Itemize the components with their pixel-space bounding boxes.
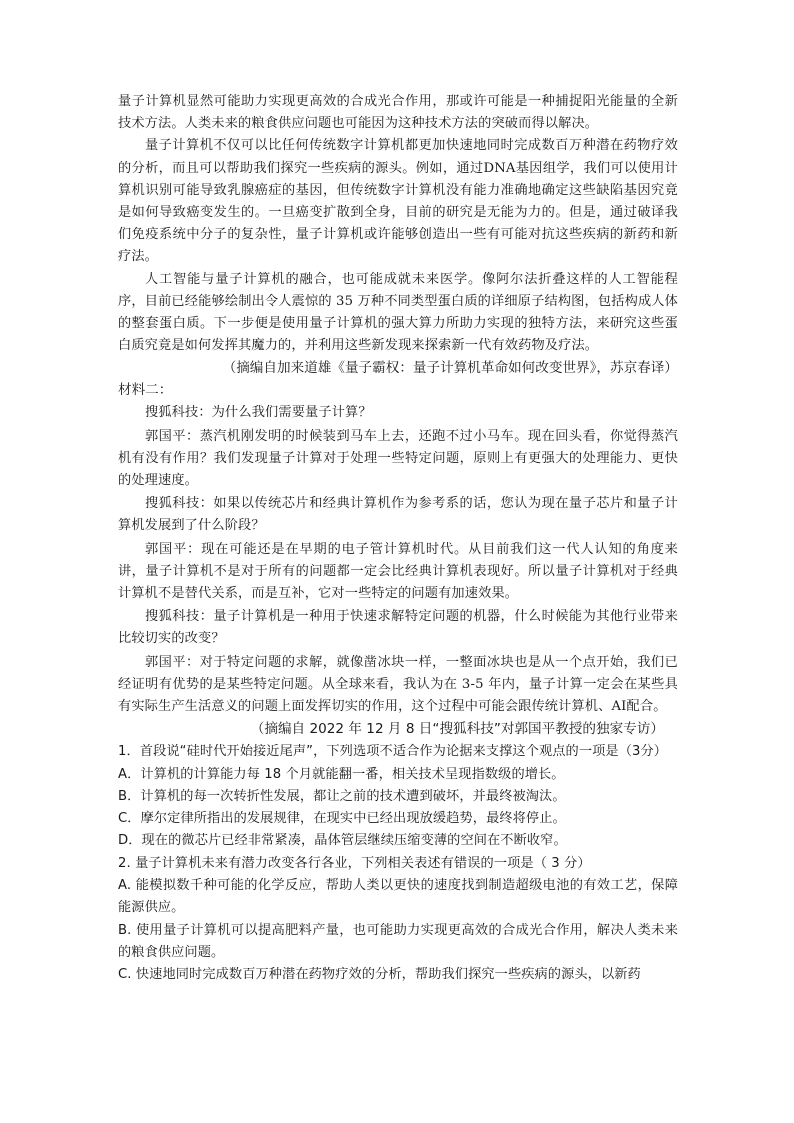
- passage1-paragraph-1: 量子计算机显然可能助力实现更高效的合成光合作用，那或许可能是一种捕捉阳光能量的全新技术方法。人类未来的粮食供应问题也可能因为这种技术方法的突破而得以解决。: [118, 94, 678, 132]
- question-1-option-a: A．计算机的计算能力每 18 个月就能翻一番，相关技术呈现指数级的增长。: [118, 766, 565, 782]
- passage2-source: （摘编自 2022 年 12 月 8 日“搜狐科技”对郭国平教授的独家专访）: [250, 721, 664, 738]
- interview-line-3: 搜狐科技：如果以传统芯片和经典计算机作为参考系的话，您认为现在量子芯片和量子计算机发展到了什么阶段？: [118, 496, 678, 534]
- question-1-option-b: B．计算机的每一次转折性发展，都让之前的技术遭到破坏，并最终被淘汰。: [118, 788, 566, 804]
- question-1-stem: 1．首段说“硅时代开始接近尾声”，下列选项不适合作为论据来支撑这个观点的一项是（3分）: [118, 744, 668, 760]
- question-1-option-d: D．现在的微芯片已经非常紧凑，晶体管层继续压缩变薄的空间在不断收窄。: [118, 833, 567, 849]
- passage1-paragraph-2: 量子计算机不仅可以比任何传统数字计算机都更加快速地同时完成数百万种潜在药物疗效的分析，而且可以帮助我们探究一些疾病的源头。例如，通过DNA基因组学，我们可以使用计算机识别可能导致乳腺癌症的基因，但传统数字计算机没有能力准确地确定这些缺陷基因究竟是如何导致癌变发生的。一旦癌变扩散到全身，目前的研究是无能为力的。但是，通过破译我们免疫系统中分子的复杂性，量子计算机或许能够创造出一些有可能对抗这些疾病的新药和新疗法。: [118, 138, 678, 265]
- question-2-option-a: A. 能模拟数千种可能的化学反应，帮助人类以更快的速度找到制造超级电池的有效工艺，保障能源供应。: [118, 878, 678, 916]
- question-1-option-c: C．摩尔定律所指出的发展规律，在现实中已经出现放缓趋势，最终将停止。: [118, 811, 566, 827]
- interview-line-4: 郭国平：现在可能还是在早期的电子管计算机时代。从目前我们这一代人认知的角度来讲，量子计算机不是对于所有的问题都一定会比经典计算机表现好。所以量子计算机对于经典计算机不是替代关系，而是互补，它对一些特定的问题有加速效果。: [118, 541, 678, 602]
- interview-line-5: 搜狐科技：量子计算机是一种用于快速求解特定问题的机器，什么时候能为其他行业带来比较切实的改变？: [118, 609, 678, 647]
- interview-line-2: 郭国平：蒸汽机刚发明的时候装到马车上去，还跑不过小马车。现在回头看，你觉得蒸汽机有没有作用？我们发现量子计算对于处理一些特定问题，原则上有更强大的处理能力、更快的处理速度。: [118, 428, 678, 489]
- question-2-option-c: C. 快速地同时完成数百万种潜在药物疗效的分析，帮助我们探究一些疾病的源头，以新药: [118, 967, 641, 983]
- question-2-option-b: B. 使用量子计算机可以提高肥料产量，也可能助力实现更高效的合成光合作用，解决人类未来的粮食供应问题。: [118, 922, 678, 960]
- passage1-paragraph-3: 人工智能与量子计算机的融合，也可能成就未来医学。像阿尔法折叠这样的人工智能程序，目前已经能够绘制出令人震惊的 35 万种不同类型蛋白质的详细原子结构图，包括构成人体的整套蛋白质。下一步便是使用量子计算机的强大算力所助力实现的独特方法，来研究这些蛋白质究竟是如何发挥其魔力的，并利用这些新发现来探索新一代有效药物及疗法。: [118, 271, 678, 354]
- passage2-label: 材料二：: [118, 382, 173, 399]
- question-2-stem: 2. 量子计算机未来有潜力改变各行各业，下列相关表述有错误的一项是（ 3 分）: [118, 855, 591, 871]
- page-content: [118, 91, 678, 987]
- interview-line-6: 郭国平：对于特定问题的求解，就像凿冰块一样，一整面冰块也是从一个点开始，我们已经证明有优势的是某些特定问题。从全球来看，我认为在 3-5 年内，量子计算一定会在某些具有实际生产生活意义的问题上面发挥切实的作用，这个过程中可能会跟传统计算机、AI配合。: [118, 654, 678, 715]
- interview-line-1: 搜狐科技：为什么我们需要量子计算？: [145, 405, 372, 421]
- passage1-source: （摘编自加来道雄《量子霸权：量子计算机革命如何改变世界》，苏京春译）: [222, 360, 678, 377]
